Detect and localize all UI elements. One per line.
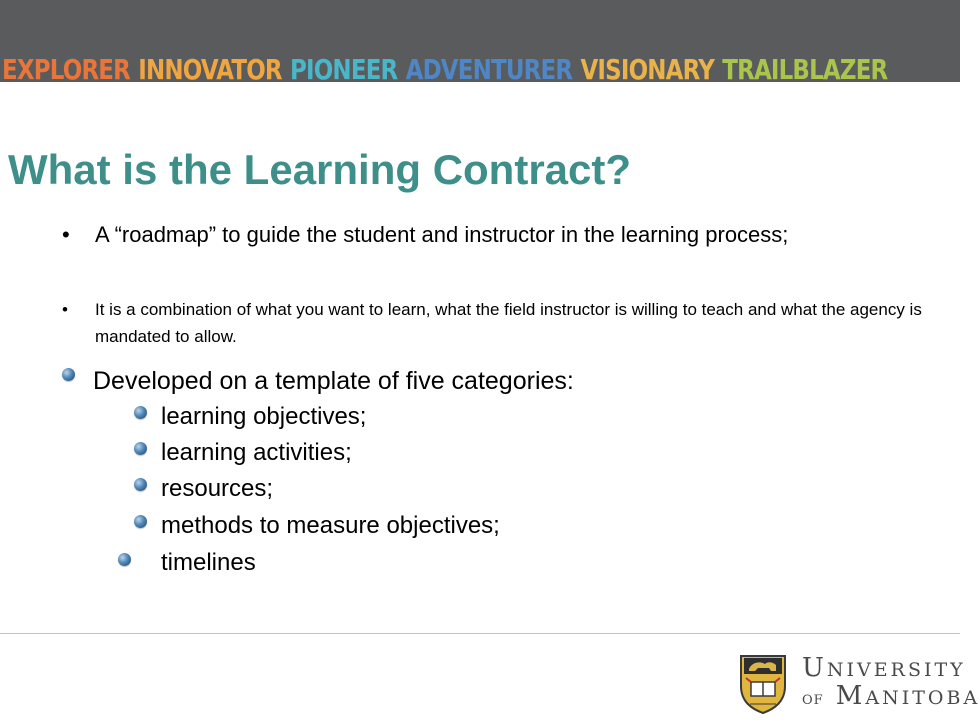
bullet-roadmap: A “roadmap” to guide the student and instructor in the learning process; xyxy=(95,222,789,247)
banner-word-innovator: INNOVATOR xyxy=(138,53,282,86)
main-point: Developed on a template of five categories: xyxy=(93,367,574,395)
wordmark-university: UNIVERSITY xyxy=(802,653,966,683)
slide-title: What is the Learning Contract? xyxy=(8,146,632,193)
banner-word-adventurer: ADVENTURER xyxy=(405,53,573,86)
category-item: learning activities; xyxy=(161,439,352,466)
wordmark-manitoba-rest: ANITOBA xyxy=(865,687,980,709)
wordmark-of: OF xyxy=(802,693,824,708)
banner-word-pioneer: PIONEER xyxy=(289,53,398,86)
bullet-sphere-icon xyxy=(134,515,147,528)
category-item: resources; xyxy=(161,475,274,502)
university-crest-icon xyxy=(738,652,788,714)
category-item: learning objectives; xyxy=(161,403,367,430)
wordmark-university-rest: NIVERSITY xyxy=(826,659,966,681)
bullet-sphere-icon xyxy=(134,406,147,419)
bullet-marker: • xyxy=(62,222,70,247)
banner-tagline xyxy=(2,46,896,84)
bullet-sphere-icon xyxy=(62,368,75,381)
category-item: timelines xyxy=(161,549,256,576)
footer-rule xyxy=(0,633,960,634)
bullet-combination: It is a combination of what you want to learn, what the field instructor is willing to teach and what the agency is mandated to allow. xyxy=(95,300,922,346)
bullet-sphere-icon xyxy=(134,478,147,491)
wordmark-of-manitoba: OF MANITOBA xyxy=(802,681,980,711)
bullet-sphere-icon xyxy=(134,442,147,455)
banner-word-trailblazer: TRAILBLAZER xyxy=(722,53,888,86)
category-item: methods to measure objectives; xyxy=(161,512,500,539)
banner-word-visionary: VISIONARY xyxy=(580,53,715,86)
bullet-sphere-icon xyxy=(118,553,131,566)
bullet-marker: • xyxy=(62,300,68,319)
banner-word-explorer: EXPLORER xyxy=(2,53,131,86)
